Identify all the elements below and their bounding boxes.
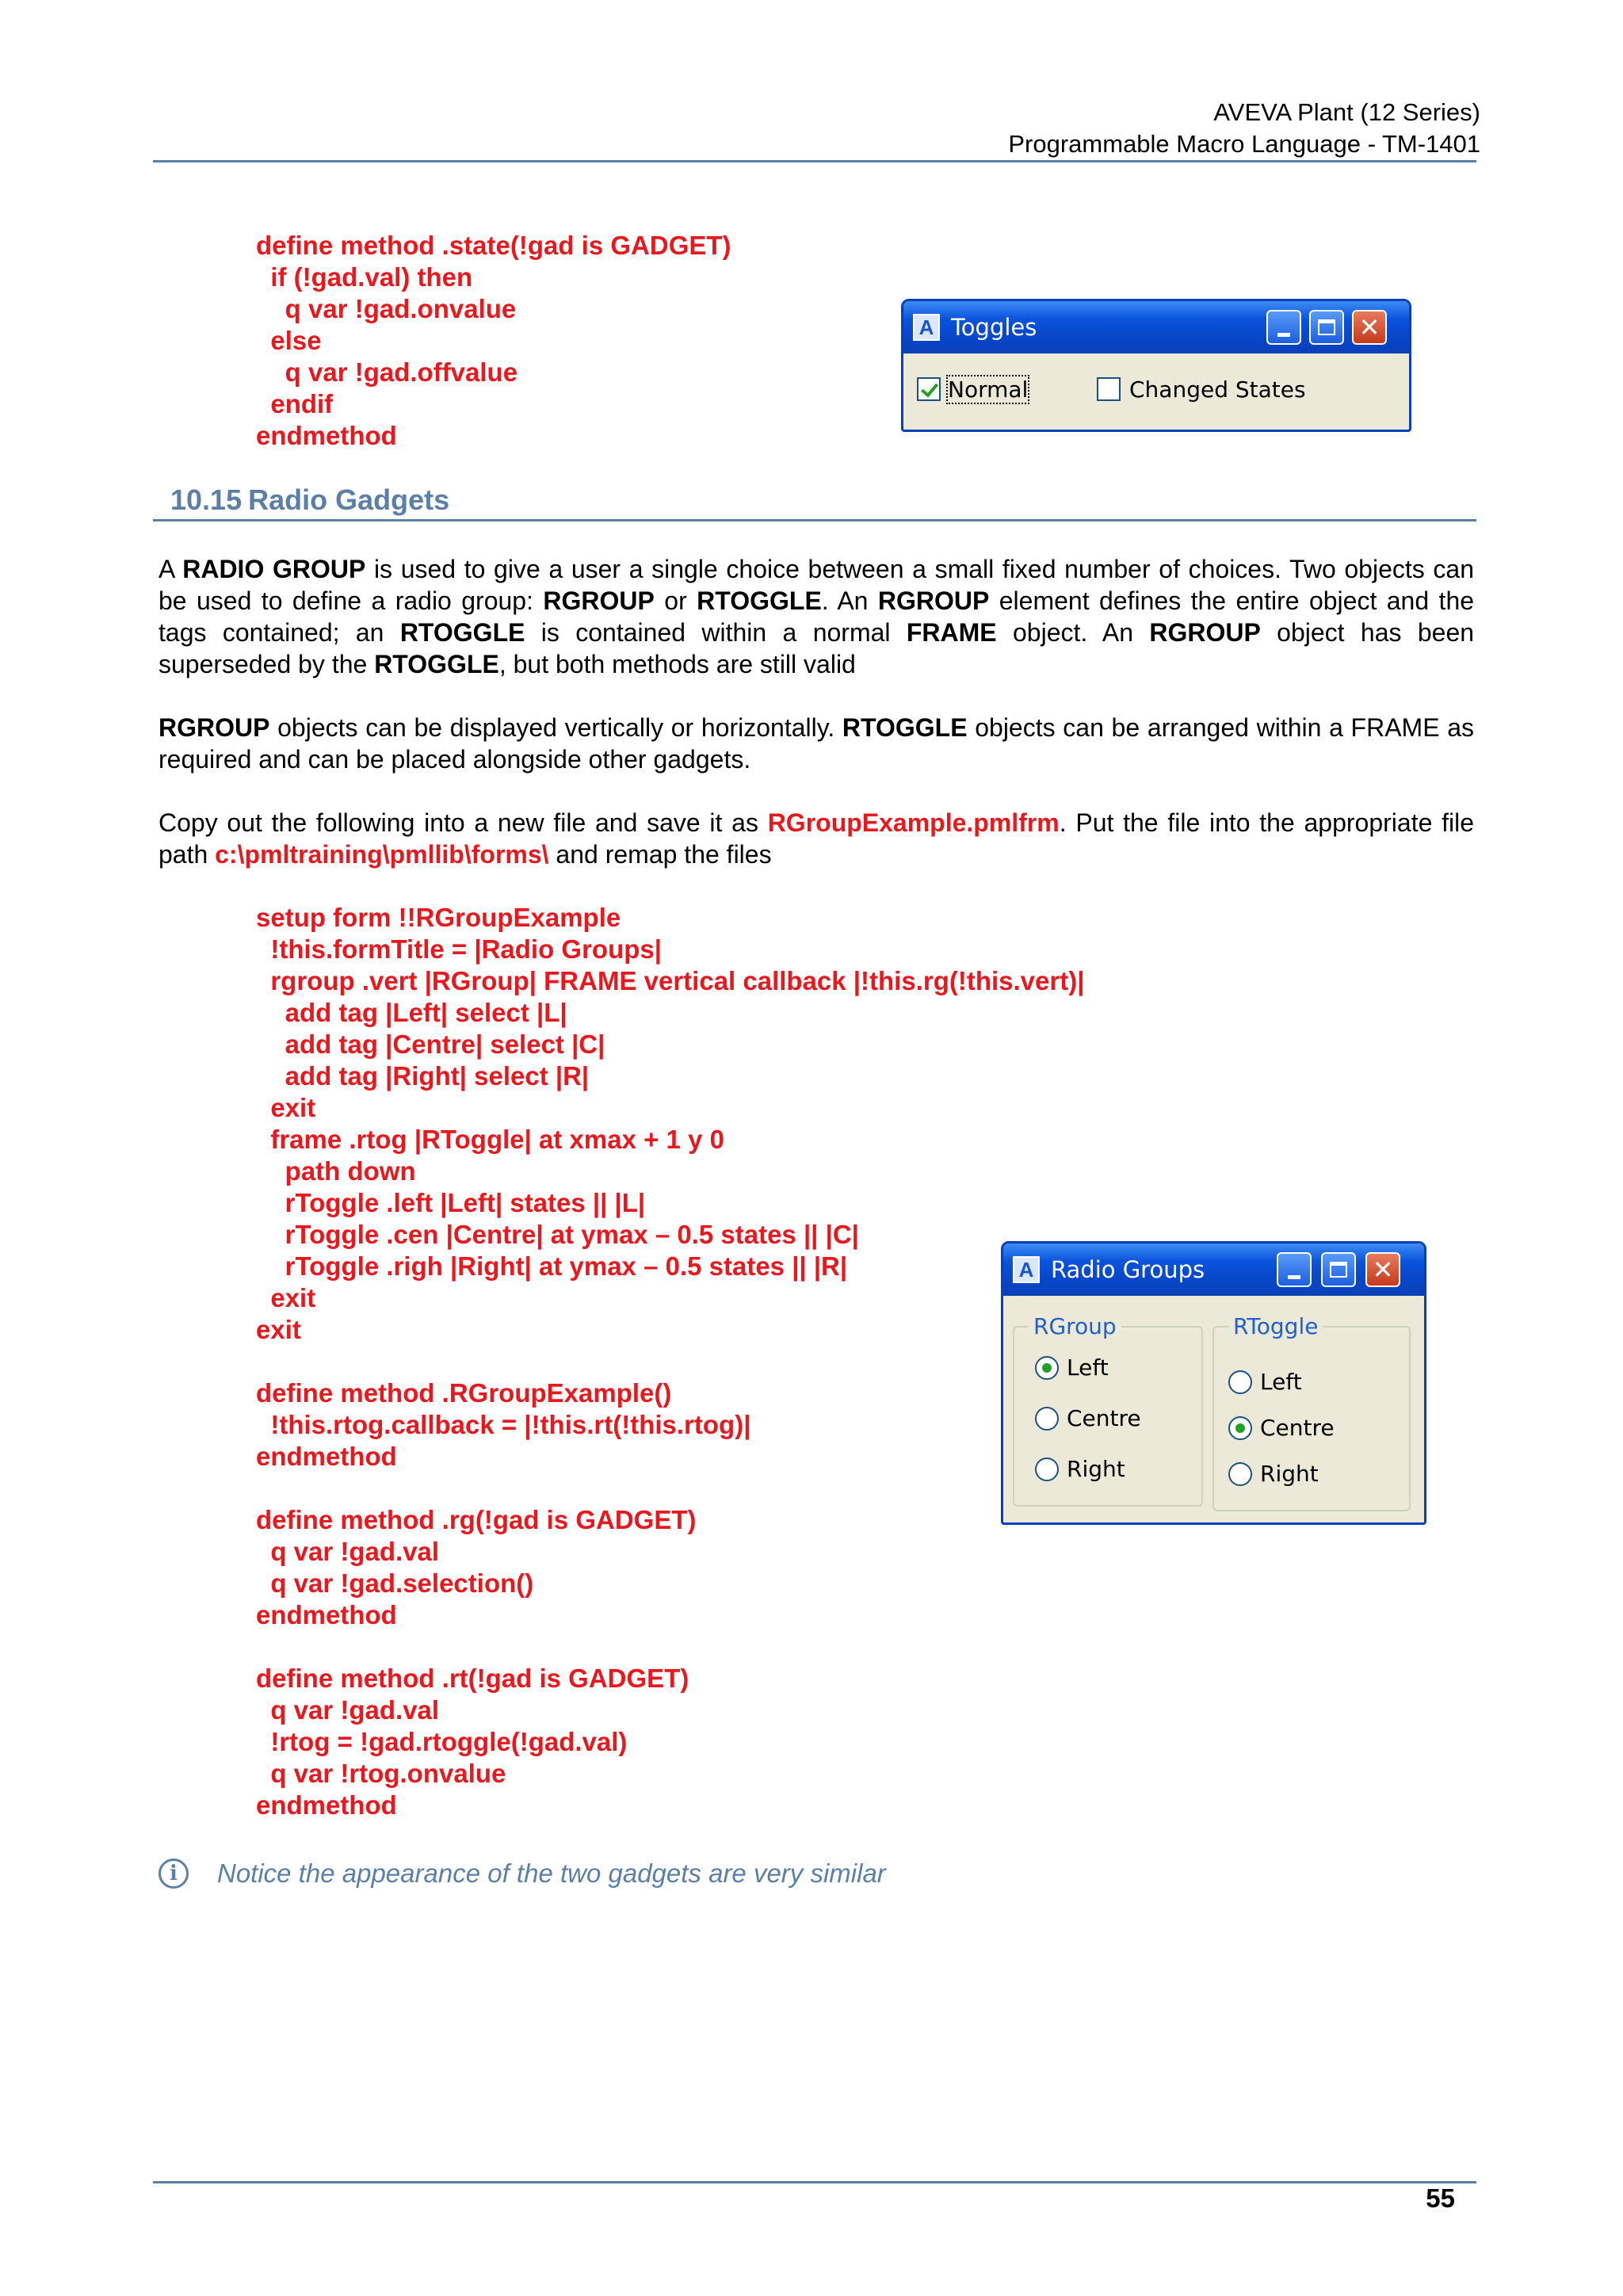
code-block-rgroup-example: setup form !!RGroupExample !this.formTitle = |Radio Groups| rgroup .vert |RGroup| FRAME vertical callback |!this.rg(!this.vert)| add tag |Left| select |L| add tag |Centre| select |C| add tag |Right| select |R| exit frame .rtog |RToggle| at xmax + 1 y 0 path down rToggle .left |Left| states || |L| rToggle .cen |Centre| at ymax – 0.5 states || |C| rToggle .righ |Right| at ymax – 0.5 states || |R| exit exit define method .RGroupExample() !this.rtog.callback = |!this.rt(!this.rtog)| endmethod define method .rg(!gad is GADGET) q var !gad.val q var !gad.selection() endmethod define method .rt(!gad is GADGET) q var !gad.val !rtog = !gad.rtoggle(!gad.val) q var !rtog.onvalue endmethod xyxy=(256,903,1085,1820)
window-title: Radio Groups xyxy=(1051,1256,1205,1283)
normal-checkbox[interactable] xyxy=(917,377,941,401)
changed-states-checkbox[interactable] xyxy=(1097,377,1121,401)
header-product: AVEVA Plant (12 Series) xyxy=(1213,98,1480,126)
close-button[interactable] xyxy=(1352,310,1387,345)
rtoggle-centre-radio[interactable] xyxy=(1228,1416,1252,1440)
app-icon: A xyxy=(913,314,940,341)
maximize-button[interactable] xyxy=(1309,310,1344,345)
rtoggle-left-radio[interactable] xyxy=(1228,1370,1252,1394)
rtoggle-left-label[interactable]: Left xyxy=(1260,1369,1302,1395)
minimize-button[interactable] xyxy=(1277,1252,1312,1287)
minimize-icon xyxy=(1277,333,1290,337)
rgroup-right-radio[interactable] xyxy=(1035,1457,1059,1481)
normal-checkbox-label[interactable]: Normal xyxy=(948,376,1029,403)
rgroup-left-label[interactable]: Left xyxy=(1067,1354,1109,1381)
info-icon: i xyxy=(158,1859,189,1889)
section-heading xyxy=(170,483,449,517)
paragraph-rgroup-layout: RGROUP objects can be displayed vertically or horizontally. RTOGGLE objects can be arranged within a FRAME as required and can be placed alongside other gadgets. xyxy=(158,713,1474,774)
section-title: Radio Gadgets xyxy=(248,483,450,516)
rtoggle-frame xyxy=(1212,1313,1411,1511)
paragraph-radio-group-intro: A RADIO GROUP is used to give a user a single choice between a small fixed number of choices. Two objects can be used to define a radio group: RGROUP or RTOGGLE. An RGROUP element defines the entire object and the tags contained; an RTOGGLE is contained within a normal FRAME object. An RGROUP object has been superseded by the RTOGGLE, but both methods are still valid xyxy=(158,555,1475,678)
page-number: 55 xyxy=(1426,2183,1455,2213)
minimize-icon xyxy=(1288,1275,1300,1279)
maximize-icon xyxy=(1330,1262,1347,1278)
changed-states-checkbox-label[interactable]: Changed States xyxy=(1129,376,1306,403)
toggles-titlebar[interactable] xyxy=(903,301,1409,353)
maximize-button[interactable] xyxy=(1321,1252,1356,1287)
rgroup-left-radio[interactable] xyxy=(1035,1356,1059,1380)
close-icon: ✕ xyxy=(1372,1255,1394,1285)
toggles-window xyxy=(901,299,1411,432)
rgroup-centre-label[interactable]: Centre xyxy=(1067,1405,1141,1431)
window-title: Toggles xyxy=(951,314,1037,341)
note-text: Notice the appearance of the two gadgets are very similar xyxy=(217,1859,886,1888)
rtoggle-centre-label[interactable]: Centre xyxy=(1260,1415,1335,1441)
rgroup-right-label[interactable]: Right xyxy=(1067,1456,1125,1482)
maximize-icon xyxy=(1318,319,1335,335)
section-number: 10.15 xyxy=(170,483,242,516)
rtoggle-legend: RToggle xyxy=(1228,1313,1323,1339)
code-block-state-method: define method .state(!gad is GADGET) if (!gad.val) then q var !gad.onvalue else q var !gad.offvalue endif endmethod xyxy=(256,231,731,450)
rgroup-frame xyxy=(1013,1313,1203,1507)
minimize-button[interactable] xyxy=(1266,310,1301,345)
rtoggle-right-radio[interactable] xyxy=(1228,1462,1252,1486)
close-icon: ✕ xyxy=(1358,312,1381,342)
rtoggle-right-label[interactable]: Right xyxy=(1260,1461,1319,1487)
rgroup-legend: RGroup xyxy=(1029,1313,1121,1339)
section-rule xyxy=(153,519,1476,521)
footer-rule xyxy=(153,2181,1476,2183)
note xyxy=(158,1859,886,1889)
rgroup-centre-radio[interactable] xyxy=(1035,1407,1059,1431)
close-button[interactable] xyxy=(1365,1252,1400,1287)
radio-groups-window xyxy=(1001,1241,1426,1525)
paragraph-copy-instructions: Copy out the following into a new file and save it as RGroupExample.pmlfrm. Put the file into the appropriate file path c:\pmltraining\pmllib\forms\ and remap the files xyxy=(158,808,1475,869)
radio-groups-titlebar[interactable] xyxy=(1003,1244,1424,1296)
header-course: Programmable Macro Language - TM-1401 xyxy=(1008,130,1480,158)
app-icon: A xyxy=(1013,1256,1040,1283)
header-rule xyxy=(153,160,1476,162)
